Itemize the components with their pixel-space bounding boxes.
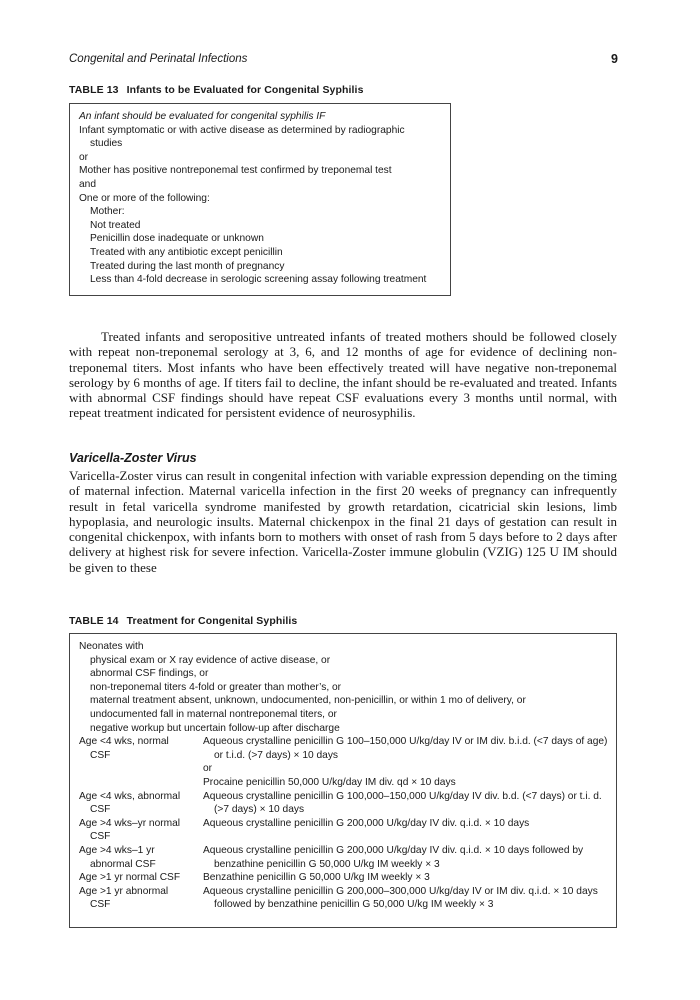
treatment-line: Aqueous crystalline penicillin G 200,000 U/kg/day IV div. q.i.d. × 10 days followed by benzathine penicillin G 50,000 U/kg IM weekly × 3 [203,844,584,870]
condition-line: CSF [90,899,111,911]
treatment-line: Aqueous crystalline penicillin G 100–150,000 U/kg/day IV or IM div. b.i.d. (<7 days of age) or t.i.d. (>7 days) × 10 days [203,736,608,761]
row-condition [79,871,203,885]
treatment-line: Benzathine penicillin G 50,000 U/kg IM weekly × 3 [203,872,430,884]
row-condition [79,790,203,817]
table-13-line: Treated with any antibiotic except penicillin [90,246,283,258]
table-13-line: Infant symptomatic or with active disease as determined by radiographic [79,124,405,136]
table-14-intro-line: physical exam or X ray evidence of active disease, or [90,654,331,666]
table-13-line: Less than 4-fold decrease in serologic screening assay following treatment [90,274,427,286]
table-row [79,844,616,871]
table-13-line: Penicillin dose inadequate or unknown [90,233,264,245]
treatment-line: Aqueous crystalline penicillin G 200,000 U/kg/day IV div. q.i.d. × 10 days [203,817,530,829]
treatment-line: Aqueous crystalline penicillin G 100,000–150,000 U/kg/day IV div. b.d. (<7 days) or t.i. d. (>7 days) × 10 days [203,790,602,816]
table-13-line: An infant should be evaluated for congenital syphilis IF [79,111,326,122]
body-paragraph [69,329,617,421]
row-treatment [203,885,615,912]
table-13-line: and [79,178,96,190]
table-13-title: Infants to be Evaluated for Congenital Syphilis [126,84,364,96]
table-14-title: Treatment for Congenital Syphilis [126,615,298,627]
table-13-caption [69,84,364,96]
table-13-box [69,103,451,296]
section-paragraph [69,468,617,575]
row-treatment [203,735,615,789]
row-treatment [203,817,615,844]
table-row [79,871,616,885]
row-condition [79,817,203,844]
table-14-intro-line: negative workup but uncertain follow-up after discharge [90,722,340,734]
condition-line: Age <4 wks, normal [79,736,169,748]
table-row [79,790,616,817]
treatment-line [203,762,615,776]
table-13-line: Mother has positive nontreponemal test confirmed by treponemal test [79,165,392,177]
row-treatment [203,844,615,871]
paragraph-text: Treated infants and seropositive untreated infants of treated mothers should be followed closely with repeat non-treponemal serology at 3, 6, and 12 months of age for evidence of declining non-treponemal titers. Most infants who have been effectively treated will have negative non-treponemal serology by 6 months of age. If titers fail to decline, the infant should be re-evaluated and treated. Infants with abnormal CSF findings should have repeat CSF evaluations every 3 months until normal, with repeat treatment indicated for persistent evidence of neurosyphilis. [69,329,617,421]
table-13-line: One or more of the following: [79,192,210,204]
table-13-line: or [79,151,89,163]
table-row [79,735,616,789]
table-13-line: Mother: [90,206,125,218]
condition-line: Age >1 yr normal CSF [79,872,181,884]
row-treatment [203,871,615,885]
table-14-intro-line: non-treponemal titers 4-fold or greater than mother’s, or [90,681,342,693]
table-14-intro-line: maternal treatment absent, unknown, undocumented, non-penicillin, or within 1 mo of delivery, or [90,695,526,707]
condition-line: CSF [90,804,111,816]
condition-line: Age >4 wks–1 yr [79,844,155,856]
section-heading: Varicella-Zoster Virus [69,451,197,465]
treatment-or: or [203,763,213,775]
table-14-label: TABLE 14 [69,615,119,627]
table-13-label: TABLE 13 [69,84,119,96]
table-13-line: Treated during the last month of pregnancy [90,260,285,272]
condition-line: Age >4 wks–yr normal [79,817,181,829]
condition-line: Age <4 wks, abnormal [79,790,181,802]
table-13-line: Not treated [90,219,141,231]
condition-line: abnormal CSF [90,858,156,870]
row-condition [79,885,203,912]
row-condition [79,735,203,789]
section-paragraph-text: Varicella-Zoster virus can result in congenital infection with variable expression depending on the timing of maternal infection. Maternal varicella infection in the first 20 weeks of pregnancy can infrequently result in fetal varicella syndrome manifested by growth retardation, cicatricial skin lesions, limb hypoplasia, and neurologic insults. Maternal chickenpox in the final 21 days of gestation can result in congenital chickenpox, with infants born to mothers with onset of rash from 5 days before to 2 days after delivery at highest risk for severe infection. Varicella-Zoster immune globulin (VZIG) 125 U IM should be given to these [69,468,617,575]
condition-line: CSF [90,831,111,843]
table-14-caption [69,615,297,627]
table-row [79,817,616,844]
table-14-box [69,633,617,928]
condition-line: CSF [90,749,111,761]
row-treatment [203,790,615,817]
condition-line: Age >1 yr abnormal [79,885,169,897]
table-14-intro-line: undocumented fall in maternal nontreponemal titers, or [90,708,337,720]
table-row [79,885,616,912]
row-condition [79,844,203,871]
page-number: 9 [611,52,618,66]
treatment-line: Aqueous crystalline penicillin G 200,000–300,000 U/kg/day IV or IM div. q.i.d. × 10 days followed by benzathine penicillin G 50,000 U/kg IM weekly × 3 [203,885,598,911]
treatment-line: Procaine penicillin 50,000 U/kg/day IM div. qd × 10 days [203,776,456,788]
table-13-line: studies [90,138,123,150]
table-14-intro-line: Neonates with [79,641,144,652]
table-14-intro-line: abnormal CSF findings, or [90,668,209,680]
running-title: Congenital and Perinatal Infections [69,53,248,65]
